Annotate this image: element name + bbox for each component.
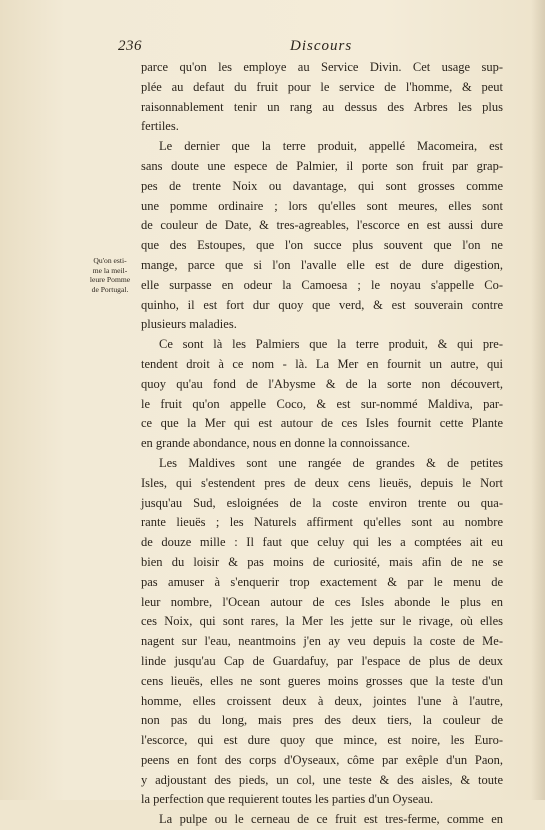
text-line: pes de trente Noix ou davantage, qui sont grosses comme xyxy=(141,178,503,193)
margin-note-line: Qu'on esti- xyxy=(93,256,127,265)
text-line: ces Noix, qui sont rares, la Mer les jette sur le rivage, où elles xyxy=(141,614,503,629)
text-line: y adjoustant des pieds, un col, une teste & des aisles, & toute xyxy=(141,772,503,787)
text-line: cens lieuës, elles ne sont gueres moins grosses que la teste d'un xyxy=(141,673,503,688)
text-line: non pas du long, mais pres des deux tiers, la couleur de xyxy=(141,713,503,728)
margin-note xyxy=(80,256,140,294)
text-line: Le dernier que la terre produit, appellé Macomeira, est xyxy=(159,139,503,154)
text-line: jusqu'au Sud, esloignées de la coste environ trente ou qua- xyxy=(141,495,503,510)
text-line: quinho, il est fort dur quoy que verd, & est souverain contre xyxy=(141,297,503,312)
text-line: Les Maldives sont une rangée de grandes & de petites xyxy=(159,455,503,470)
text-line: quoy qu'au fond de l'Abysme & de la sorte non découvert, xyxy=(141,376,503,391)
text-line: raisonnablement tenir un rang au dessus des Arbres les plus xyxy=(141,99,503,114)
text-line: Isles, qui s'estendent pres de deux cens lieuës, depuis le Nort xyxy=(141,475,503,490)
text-line: le fruit qu'on appelle Coco, & est sur-nommé Maldiva, par- xyxy=(141,396,503,411)
text-line: fertiles. xyxy=(141,119,179,134)
text-line: peens en font des corps d'Oyseaux, côme par exêple d'un Paon, xyxy=(141,752,503,767)
text-line: de douze mille : Il faut que celuy qui les a comptées ait eu xyxy=(141,535,503,550)
text-line: plée au defaut du fruit pour le service de l'homme, & peut xyxy=(141,79,503,94)
text-line: homme, elles croissent deux à deux, jointes l'une à l'autre, xyxy=(141,693,503,708)
text-line: de couleur de Date, & tres-agreables, l'escorce en est aussi dure xyxy=(141,218,503,233)
text-line: bien du loisir & pas moins de curiosité, mais afin de ne se xyxy=(141,554,503,569)
text-line: en grande abondance, nous en donne la connoissance. xyxy=(141,436,411,451)
text-line: l'escorce, qui est dure quoy que mince, est noire, les Euro- xyxy=(141,733,503,748)
text-line: pas amuser à s'enquerir trop exactement & par le menu de xyxy=(141,574,503,589)
page-number: 236 xyxy=(118,38,142,54)
text-line: elle surpasse en odeur la Camoesa ; le noyau s'appelle Co- xyxy=(141,277,503,292)
text-line: plusieurs maladies. xyxy=(141,317,237,332)
margin-note-line: de Portugal. xyxy=(91,284,129,294)
text-line: Ce sont là les Palmiers que la terre produit, & qui pre- xyxy=(159,337,503,352)
text-line: tendent droit à ce nom - là. La Mer en fournit un autre, qui xyxy=(141,356,503,371)
page-edge-shadow xyxy=(531,0,545,800)
text-line: nagent sur l'eau, neantmoins j'en ay veu depuis la coste de Me- xyxy=(141,634,503,649)
running-head: Discours xyxy=(290,38,353,54)
text-line: sans doute une espece de Palmier, il porte son fruit par grap- xyxy=(141,158,503,173)
text-line: mange, parce que si l'on l'avalle elle est de dure digestion, xyxy=(141,257,503,272)
text-line: La pulpe ou le cerneau de ce fruit est tres-ferme, comme en xyxy=(159,812,503,827)
text-line: linde jusqu'au Cap de Guardafuy, par l'espace de plus de deux xyxy=(141,653,503,668)
text-line: ce que la Mer qui est autour de ces Isles fournit cette Plante xyxy=(141,416,503,431)
text-line: une pomme ordinaire ; lors qu'elles sont meures, elles sont xyxy=(141,198,503,213)
margin-note-line: me la meil- xyxy=(92,265,128,275)
body-text xyxy=(141,58,503,830)
text-line: parce qu'on les employe au Service Divin. Cet usage sup- xyxy=(141,60,503,74)
margin-note-line: leure Pomme xyxy=(89,275,131,284)
text-line: leur nombre, l'Ocean autour de ces Isles abonde le plus en xyxy=(141,594,503,609)
text-line: la perfection que requierent toutes les parties d'un Oyseau. xyxy=(141,792,434,807)
text-line: rante lieuës ; les Naturels affirment qu'elles sont au nombre xyxy=(141,515,503,530)
text-line: que des Estoupes, que l'on succe plus souvent que l'on ne xyxy=(141,238,503,253)
